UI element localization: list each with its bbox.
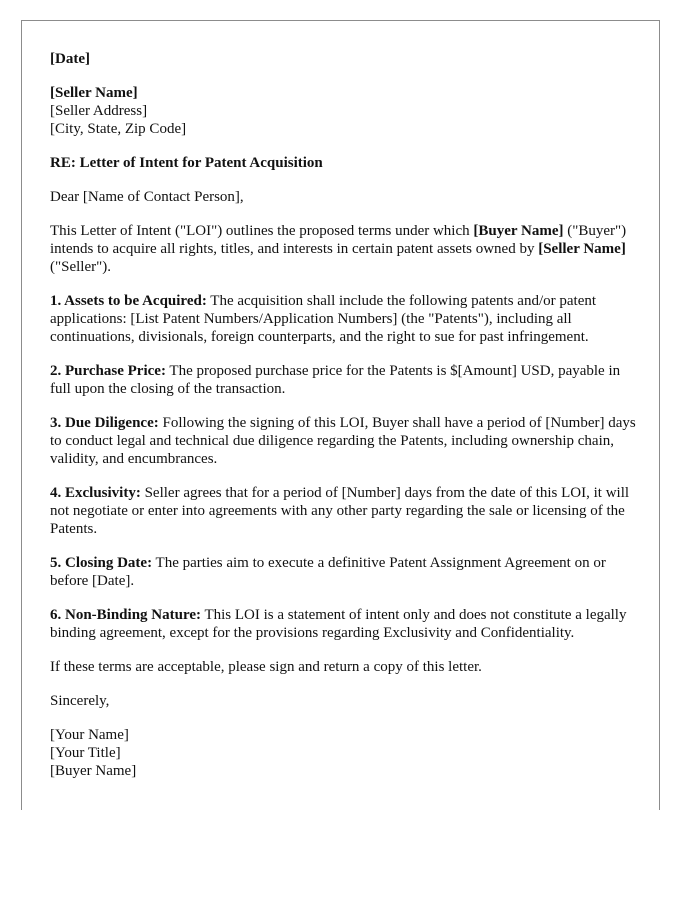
subject-block bbox=[50, 154, 640, 172]
section-exclusivity bbox=[50, 484, 640, 538]
closing-request: If these terms are acceptable, please sign and return a copy of this letter. bbox=[50, 659, 482, 675]
section-heading: 5. Closing Date: bbox=[50, 555, 153, 571]
seller-address-block bbox=[50, 84, 640, 138]
sign-off: Sincerely, bbox=[50, 693, 110, 709]
intro-paragraph bbox=[50, 222, 640, 276]
section-purchase-price bbox=[50, 362, 640, 398]
section-assets bbox=[50, 292, 640, 346]
section-heading: 2. Purchase Price: bbox=[50, 363, 166, 379]
signer-name: [Your Name] bbox=[50, 727, 129, 743]
signer-company: [Buyer Name] bbox=[50, 763, 137, 779]
signature-block bbox=[50, 726, 640, 780]
intro-seller-name: [Seller Name] bbox=[538, 241, 626, 257]
section-due-diligence bbox=[50, 414, 640, 468]
letter-content bbox=[50, 50, 640, 796]
seller-address: [Seller Address] bbox=[50, 103, 148, 119]
section-text: Following the signing of this LOI, Buyer shall have a period of [Number] days to conduct legal and technical due diligence regarding the Patents, including ownership chain, validity, and encumbrances. bbox=[50, 415, 636, 467]
section-closing-date bbox=[50, 554, 640, 590]
seller-city-state-zip: [City, State, Zip Code] bbox=[50, 121, 187, 137]
date-block bbox=[50, 50, 640, 68]
section-heading: 4. Exclusivity: bbox=[50, 485, 141, 501]
section-text: Seller agrees that for a period of [Number] days from the date of this LOI, it will not negotiate or enter into agreements with any other party regarding the sale or licensing of the Patents. bbox=[50, 485, 630, 537]
intro-text-2: ("Buyer") intends to acquire all rights, titles, and interests in certain patent assets owned by bbox=[50, 223, 627, 257]
intro-text-3: ("Seller"). bbox=[50, 259, 111, 275]
section-heading: 1. Assets to be Acquired: bbox=[50, 293, 207, 309]
section-text: The acquisition shall include the following patents and/or patent applications: [List Patent Numbers/Application Numbers] (the "Patents"), including all continuations, divisionals, foreign counterparts, and the right to sue for past infringement. bbox=[50, 293, 597, 345]
letter-date: [Date] bbox=[50, 51, 90, 67]
signer-title: [Your Title] bbox=[50, 745, 121, 761]
section-non-binding bbox=[50, 606, 640, 642]
section-text: The parties aim to execute a definitive Patent Assignment Agreement on or before [Date]. bbox=[50, 555, 606, 589]
intro-buyer-name: [Buyer Name] bbox=[473, 223, 564, 239]
section-heading: 3. Due Diligence: bbox=[50, 415, 159, 431]
section-text: This LOI is a statement of intent only and does not constitute a legally binding agreement, except for the provisions regarding Exclusivity and Confidentiality. bbox=[50, 607, 627, 641]
intro-text-1: This Letter of Intent ("LOI") outlines the proposed terms under which bbox=[50, 223, 474, 239]
section-heading: 6. Non-Binding Nature: bbox=[50, 607, 201, 623]
salutation: Dear [Name of Contact Person], bbox=[50, 189, 244, 205]
subject-line: RE: Letter of Intent for Patent Acquisition bbox=[50, 155, 323, 171]
letter-page bbox=[21, 20, 660, 810]
section-text: The proposed purchase price for the Patents is $[Amount] USD, payable in full upon the closing of the transaction. bbox=[50, 363, 621, 397]
seller-name: [Seller Name] bbox=[50, 85, 138, 101]
